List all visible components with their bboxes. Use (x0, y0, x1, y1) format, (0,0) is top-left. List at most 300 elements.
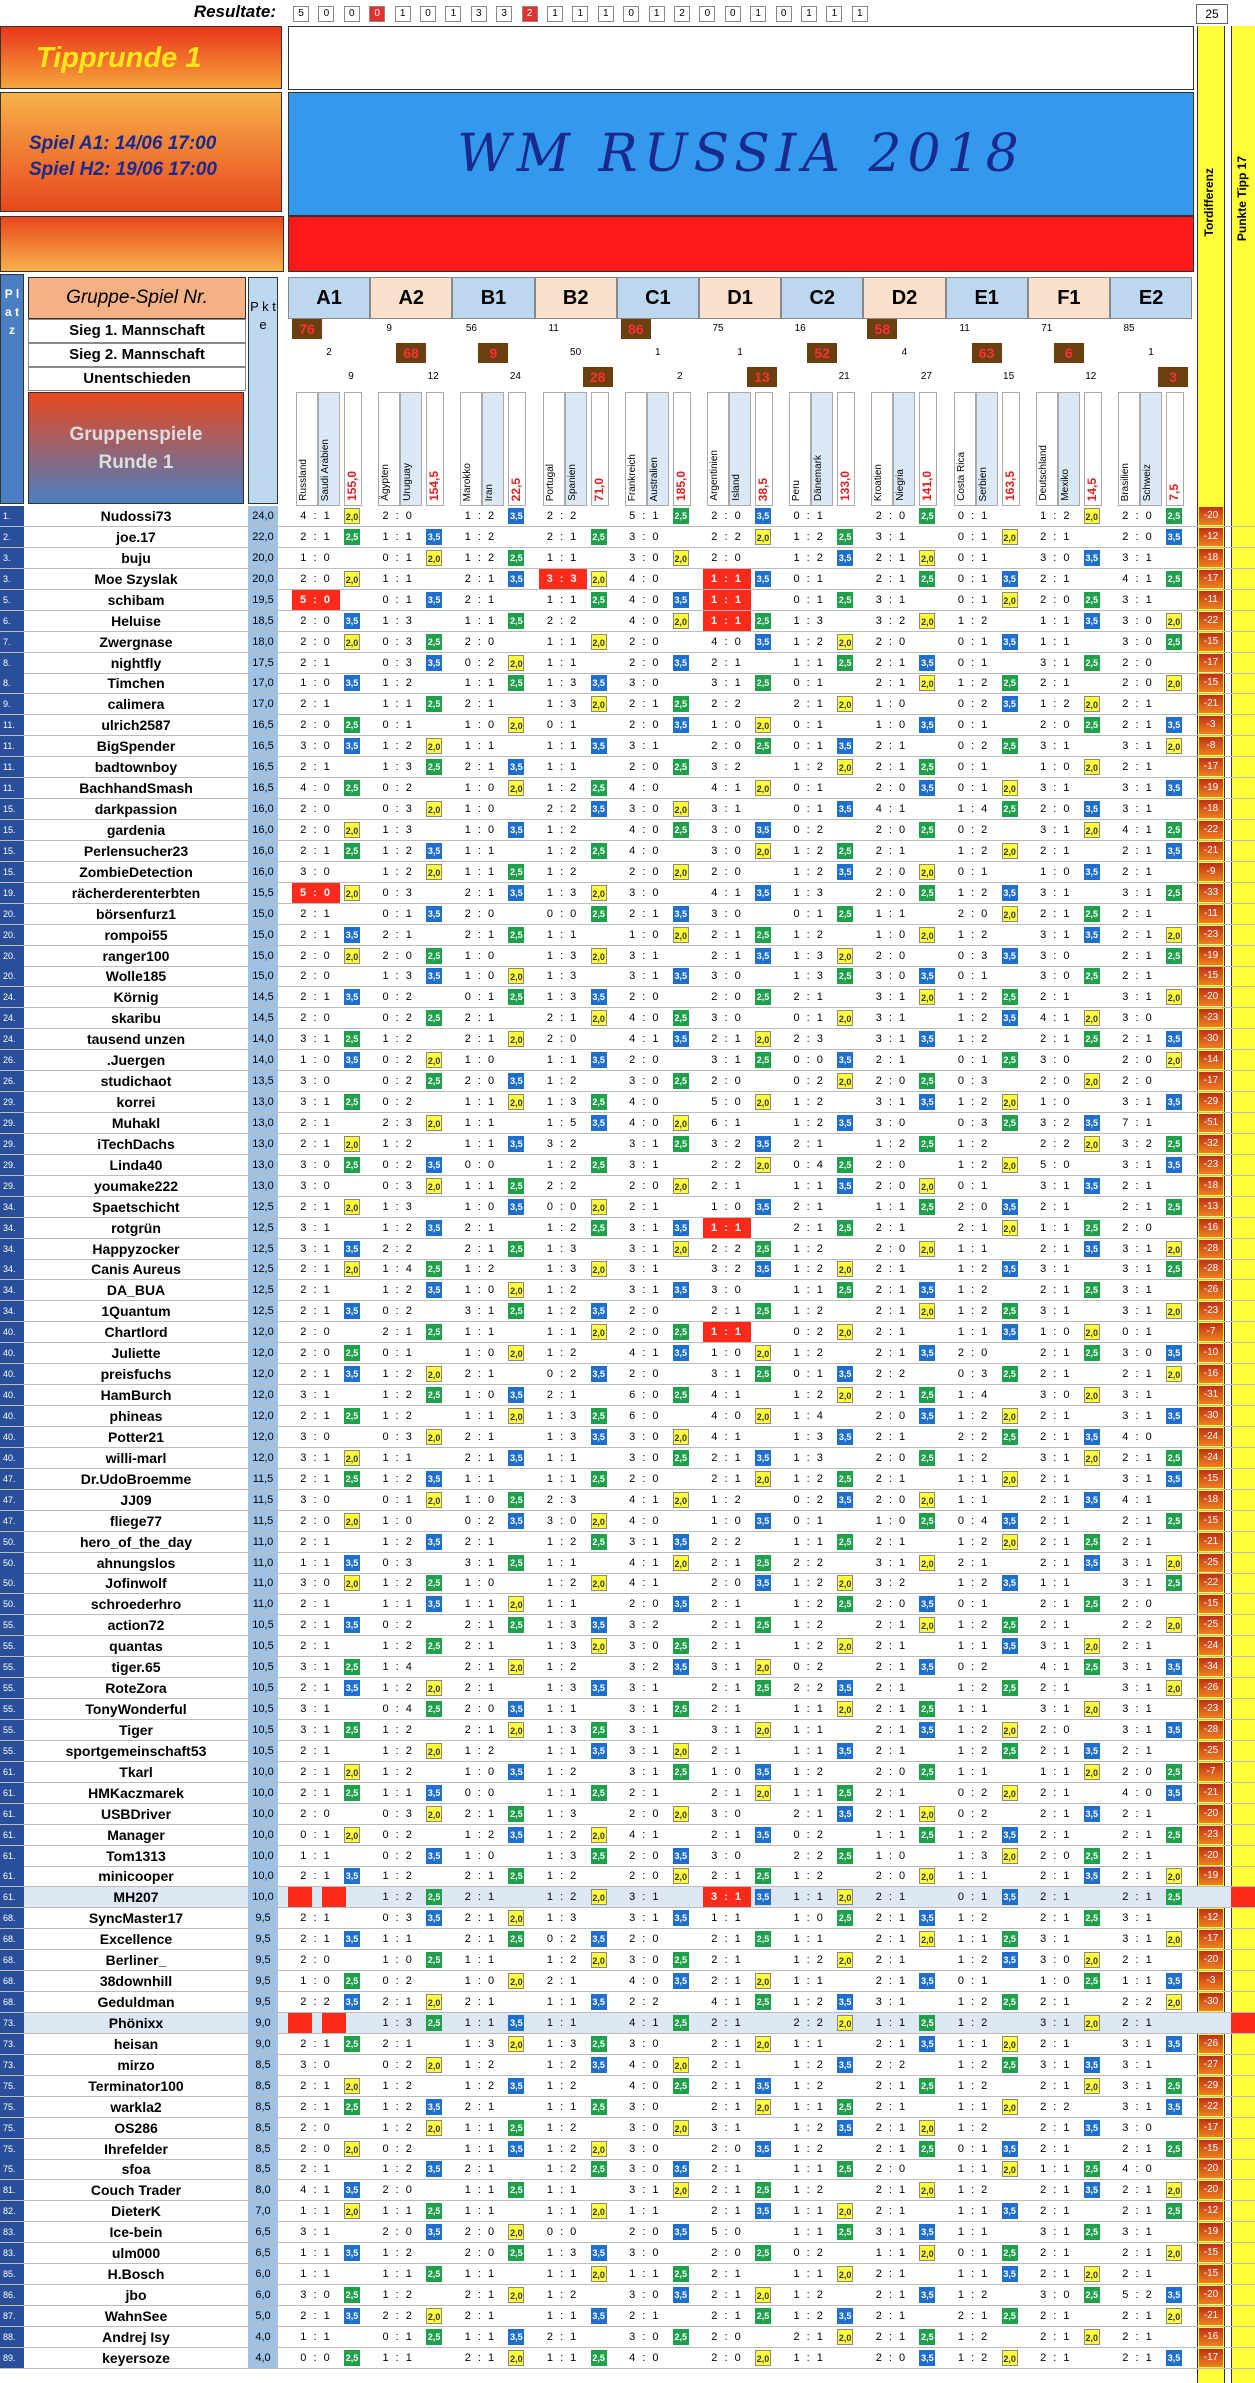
points-badge: 3,5 (426, 1848, 442, 1864)
tip-cell: 2 : 0 (629, 719, 661, 732)
tip-cell: 2 : 1 (300, 1870, 332, 1883)
tordifferenz-value: -18 (1199, 800, 1223, 818)
tip-cell: 2 : 2 (711, 1242, 743, 1255)
tip-cell: 3 : 1 (300, 1661, 332, 1674)
rank-cell: 61. (0, 1783, 24, 1803)
points-badge: 2,5 (919, 1827, 935, 1843)
tip-cell: 0 : 1 (957, 1891, 990, 1904)
tip-cell: 2 : 1 (1040, 2330, 1072, 2343)
team-name-text: Frankreich (626, 453, 638, 501)
tip-cell: 1 : 1 (546, 1703, 579, 1715)
player-points: 9,5 (248, 1950, 278, 1970)
tip-cell: 2 : 1 (1122, 1535, 1154, 1548)
player-name: RoteZora (105, 1680, 167, 1697)
tip-cell: 3 : 1 (300, 1703, 332, 1715)
tip-cell: 1 : 1 (546, 2184, 579, 2197)
tip-cell: 2 : 3 (382, 1116, 414, 1129)
tordifferenz-value: -20 (1199, 507, 1223, 525)
points-badge: 2,5 (1002, 1931, 1018, 1947)
points-badge: 3,5 (673, 1031, 689, 1047)
tip-cell: 1 : 2 (546, 865, 579, 878)
tip-cell: 2 : 1 (1040, 1744, 1072, 1757)
tip-cell: 0 : 1 (957, 510, 990, 522)
points-badge: 2,0 (344, 822, 360, 838)
tip-cell: 2 : 0 (1122, 677, 1154, 690)
points-badge: 2,0 (426, 1680, 442, 1696)
points-badge: 2,0 (344, 1827, 360, 1843)
points-badge: 3,5 (673, 2224, 689, 2240)
player-name: Tom1313 (106, 1847, 166, 1864)
tip-cell: 3 : 1 (1122, 1577, 1154, 1590)
tip-cell: 7 : 1 (1122, 1116, 1154, 1129)
tip-cell: 0 : 1 (382, 1493, 414, 1506)
tip-cell: 1 : 0 (464, 1493, 497, 1506)
points-badge: 2,0 (591, 571, 607, 587)
player-name: Berliner_ (105, 1952, 167, 1969)
points-badge: 2,0 (755, 1471, 771, 1487)
points-badge: 2,5 (673, 1450, 689, 1466)
tip-cell: 1 : 1 (793, 656, 825, 669)
rank-cell: 8. (0, 673, 24, 693)
tip-cell: 2 : 0 (875, 635, 908, 648)
tip-cell: 3 : 1 (629, 1535, 661, 1548)
player-name: schibam (107, 591, 165, 608)
tip-cell: 1 : 3 (793, 1430, 825, 1443)
tip-cell: 1 : 2 (546, 782, 579, 795)
tip-cell: 2 : 1 (300, 1472, 332, 1485)
points-badge: 3,5 (1166, 2350, 1182, 2366)
tip-cell: 2 : 2 (875, 1368, 908, 1381)
tip-cell: 2 : 1 (1122, 844, 1154, 857)
points-badge: 3,5 (1084, 2182, 1100, 2198)
tip-cell: 2 : 1 (300, 1116, 332, 1129)
player-name: Ihrefelder (104, 2140, 168, 2157)
tip-cell: 2 : 1 (464, 572, 497, 585)
tip-cell: 1 : 1 (382, 572, 414, 585)
game-avg (755, 392, 773, 506)
game-avg (673, 392, 691, 506)
points-badge: 2,5 (919, 1513, 935, 1529)
tip-cell: 4 : 0 (629, 2079, 661, 2092)
points-badge: 2,0 (1166, 1994, 1182, 2010)
tip-cell: 3 : 1 (875, 1033, 908, 1046)
points-badge: 2,5 (591, 529, 607, 545)
points-badge: 2,5 (837, 906, 853, 922)
table-row (0, 1783, 1255, 1804)
tip-cell: 2 : 1 (1122, 928, 1154, 941)
points-badge: 2,0 (1084, 1073, 1100, 1089)
tip-cell: 2 : 0 (1040, 803, 1072, 816)
tip-cell: 1 : 2 (957, 991, 990, 1004)
tip-cell: 0 : 3 (957, 1075, 990, 1088)
tip-cell: 3 : 1 (1040, 1703, 1072, 1715)
tip-cell: 1 : 1 (793, 1975, 825, 1988)
tip-cell: 0 : 3 (382, 1179, 414, 1192)
table-row (0, 1971, 1255, 1992)
points-badge: 3,5 (837, 1743, 853, 1759)
tip-cell: 2 : 1 (711, 1033, 743, 1046)
tip-cell: 1 : 1 (464, 1096, 497, 1109)
game-avg-text: 7,5 (1167, 484, 1181, 501)
points-badge: 2,0 (673, 864, 689, 880)
tip-cell: 1 : 3 (546, 1682, 579, 1695)
tip-cell: 1 : 0 (300, 1054, 332, 1067)
player-name: Andrej Isy (102, 2328, 170, 2345)
tip-cell: 1 : 0 (464, 970, 497, 983)
game-avg-text: 154,5 (427, 470, 442, 501)
points-badge: 2,0 (673, 550, 689, 566)
tip-cell: 2 : 0 (629, 991, 661, 1004)
points-badge: 2,0 (1084, 1450, 1100, 1466)
tip-cell: 2 : 0 (1122, 1075, 1154, 1088)
player-points: 16,5 (248, 715, 278, 735)
points-badge: 2,0 (426, 2308, 442, 2324)
tip-cell: 3 : 0 (1122, 635, 1154, 648)
player-name: Tiger (119, 1721, 153, 1738)
points-badge: 2,0 (1166, 675, 1182, 691)
points-badge: 2,0 (508, 1659, 524, 1675)
tip-cell: 1 : 0 (464, 1284, 497, 1297)
points-badge: 2,5 (591, 1471, 607, 1487)
tip-cell: 2 : 1 (1040, 530, 1072, 543)
result-cell: 1 (826, 6, 842, 22)
game-header-f1: F1 (1028, 277, 1110, 319)
points-badge: 2,0 (1002, 1408, 1018, 1424)
game-header-c1: C1 (617, 277, 699, 319)
points-badge: 3,5 (1084, 2120, 1100, 2136)
tip-cell: 3 : 2 (629, 1661, 661, 1674)
tip-cell: 3 : 1 (1040, 656, 1072, 669)
tip-cell: 2 : 2 (1040, 2100, 1072, 2113)
tip-cell: 0 : 1 (793, 572, 825, 585)
points-badge: 2,5 (673, 759, 689, 775)
tordifferenz-value: -51 (1199, 1114, 1223, 1132)
tip-cell: 2 : 1 (1040, 1870, 1072, 1883)
points-badge: 2,0 (344, 1450, 360, 1466)
tip-cell: 2 : 0 (875, 782, 908, 795)
tip-cell: 2 : 2 (546, 510, 579, 522)
player-points: 12,0 (248, 1343, 278, 1363)
points-badge: 3,5 (673, 1220, 689, 1236)
sieg2-label: Sieg 2. Mannschaft (28, 343, 246, 367)
tip-cell: 1 : 1 (464, 2184, 497, 2197)
table-row (0, 1594, 1255, 1615)
points-badge: 2,5 (673, 1764, 689, 1780)
game-s2-value: 9 (478, 343, 508, 363)
tip-cell: 2 : 0 (629, 1472, 661, 1485)
rank-cell: 61. (0, 1804, 24, 1824)
tip-cell: 2 : 0 (711, 1075, 743, 1088)
tip-cell: 1 : 1 (382, 530, 414, 543)
points-badge: 2,5 (508, 1555, 524, 1571)
red-bar (288, 216, 1194, 272)
table-row (0, 653, 1255, 674)
tip-cell: 3 : 1 (1122, 782, 1154, 795)
points-badge: 3,5 (1084, 2057, 1100, 2073)
tip-cell: 1 : 4 (382, 1661, 414, 1674)
points-badge: 2,5 (837, 2224, 853, 2240)
game-s1-value: 56 (465, 323, 477, 334)
tip-cell: 3 : 1 (629, 1891, 661, 1904)
tip-cell: 3 : 1 (711, 1368, 743, 1381)
points-badge: 2,5 (755, 1366, 771, 1382)
points-badge: 2,5 (919, 2078, 935, 2094)
tip-cell: 1 : 2 (957, 1535, 990, 1548)
player-points: 8,5 (248, 2055, 278, 2075)
tip-cell: 1 : 1 (793, 1703, 825, 1715)
tip-cell: 2 : 1 (875, 1535, 908, 1548)
tordifferenz-value: -28 (1199, 1721, 1223, 1739)
tip-cell: 4 : 1 (629, 1577, 661, 1590)
points-badge: 2,0 (673, 801, 689, 817)
tip-cell: 1 : 0 (875, 1514, 908, 1527)
tip-cell: 3 : 3 (539, 569, 587, 589)
points-badge: 2,5 (344, 2036, 360, 2052)
tip-cell: 1 : 1 (546, 761, 579, 774)
result-cell: 0 (420, 6, 436, 22)
tip-cell: 4 : 0 (629, 572, 661, 585)
tip-cell: 4 : 0 (629, 844, 661, 857)
points-badge: 3,5 (673, 717, 689, 733)
points-badge: 3,5 (591, 1617, 607, 1633)
tip-cell: 3 : 0 (711, 907, 743, 920)
tip-cell: 3 : 1 (711, 1661, 743, 1674)
points-badge: 3,5 (1084, 1555, 1100, 1571)
points-badge: 2,5 (919, 1387, 935, 1403)
points-badge: 2,5 (508, 1492, 524, 1508)
rank-cell: 61. (0, 1825, 24, 1845)
tip-cell: 2 : 0 (1122, 1765, 1154, 1778)
player-points: 10,5 (248, 1657, 278, 1677)
tip-cell: 2 : 1 (1122, 2309, 1154, 2322)
points-badge: 3,5 (1084, 613, 1100, 629)
tip-cell: 2 : 0 (1122, 1598, 1154, 1611)
player-points: 16,5 (248, 778, 278, 798)
tip-cell: 3 : 1 (1040, 2016, 1072, 2029)
result-cell: 0 (776, 6, 792, 22)
player-points: 10,5 (248, 1636, 278, 1656)
player-name: buju (121, 549, 151, 566)
points-badge: 3,5 (673, 1345, 689, 1361)
game-s1-value: 11 (548, 323, 559, 334)
tip-cell: 1 : 5 (546, 1116, 579, 1129)
tip-cell: 3 : 0 (629, 2037, 661, 2050)
player-name: minicooper (98, 1868, 174, 1885)
points-badge: 2,0 (1084, 696, 1100, 712)
player-points: 6,0 (248, 2285, 278, 2305)
points-badge: 3,5 (1002, 1010, 1018, 1026)
tip-cell: 2 : 1 (300, 1912, 332, 1925)
tip-cell: 1 : 3 (546, 1912, 579, 1925)
table-row (0, 1657, 1255, 1678)
rank-cell: 11. (0, 736, 24, 756)
points-badge: 3,5 (591, 1931, 607, 1947)
points-badge: 3,5 (673, 1848, 689, 1864)
tip-cell: 2 : 1 (1122, 1954, 1154, 1967)
tip-cell: 3 : 1 (1122, 551, 1154, 564)
tip-cell: 3 : 0 (300, 1158, 332, 1171)
player-points: 16,0 (248, 799, 278, 819)
player-points: 10,0 (248, 1762, 278, 1782)
game-header-d1: D1 (699, 277, 781, 319)
tip-cell: 1 : 2 (793, 1096, 825, 1109)
points-badge: 3,5 (919, 1094, 935, 1110)
points-badge: 3,5 (1002, 885, 1018, 901)
tip-cell: 3 : 1 (300, 2226, 332, 2239)
tip-cell: 2 : 1 (875, 551, 908, 564)
tip-cell: 1 : 2 (711, 1493, 743, 1506)
player-name: studichaot (100, 1073, 172, 1090)
tip-cell: 1 : 2 (464, 1828, 497, 1841)
tip-cell: 1 : 1 (464, 2205, 497, 2218)
tip-cell: 3 : 1 (1040, 2058, 1072, 2071)
player-name: Canis Aureus (91, 1261, 181, 1278)
tip-cell: 2 : 0 (629, 635, 661, 648)
points-badge: 3,5 (1002, 696, 1018, 712)
tip-cell: 0 : 3 (382, 1556, 414, 1569)
team-name (1118, 392, 1140, 506)
points-badge: 3,5 (919, 655, 935, 671)
rank-cell: 40. (0, 1364, 24, 1384)
player-points: 12,5 (248, 1218, 278, 1238)
table-row (0, 1866, 1255, 1887)
tip-cell: 1 : 2 (957, 2058, 990, 2071)
tip-cell: 2 : 1 (464, 1221, 497, 1234)
tip-cell: 1 : 0 (300, 677, 332, 690)
tip-cell: 2 : 1 (711, 2037, 743, 2050)
table-row (0, 1950, 1255, 1971)
tip-cell: 3 : 0 (629, 2247, 661, 2260)
tip-cell: 2 : 0 (1122, 1221, 1154, 1234)
player-points: 9,5 (248, 1971, 278, 1991)
tip-cell: 1 : 2 (382, 1389, 414, 1402)
points-badge: 2,5 (1002, 2308, 1018, 2324)
player-name: ulrich2587 (101, 717, 171, 734)
tordifferenz-value: -15 (1199, 1595, 1223, 1613)
tip-cell: 2 : 1 (875, 1640, 908, 1653)
tip-cell: 2 : 1 (875, 1284, 908, 1297)
tip-cell: 1 : 2 (957, 1033, 990, 1046)
player-name: tausend unzen (86, 1031, 185, 1048)
tip-cell: 2 : 0 (464, 1075, 497, 1088)
points-badge: 2,5 (1084, 2161, 1100, 2177)
tip-cell: 3 : 1 (1122, 803, 1154, 816)
tip-cell: 1 : 1 (703, 1218, 751, 1238)
tip-cell: 2 : 0 (1122, 510, 1154, 522)
tip-cell: 2 : 1 (1122, 2247, 1154, 2260)
game-avg-text: 185,0 (673, 470, 688, 501)
points-badge: 2,0 (1166, 1555, 1182, 1571)
tip-cell: 1 : 2 (546, 2142, 579, 2155)
platz-header: P l a t z (0, 274, 24, 504)
tip-cell: 4 : 0 (629, 593, 661, 606)
tip-cell: 2 : 0 (1122, 530, 1154, 543)
tordifferenz-value: -19 (1199, 779, 1223, 797)
points-badge: 3,5 (755, 948, 771, 964)
missing-tip-flag (1231, 1887, 1255, 1907)
pkte-header: P k t e (248, 277, 278, 504)
points-badge: 2,0 (919, 2182, 935, 2198)
tip-cell: 3 : 0 (875, 970, 908, 983)
points-badge: 3,5 (344, 1868, 360, 1884)
tip-cell: 1 : 2 (382, 1472, 414, 1485)
tip-cell: 2 : 1 (711, 2163, 743, 2176)
tip-cell: 2 : 1 (300, 1682, 332, 1695)
tip-cell: 3 : 0 (1040, 970, 1072, 983)
tip-cell: 3 : 1 (629, 740, 661, 753)
tip-cell: 2 : 0 (1040, 1723, 1072, 1736)
tip-cell: 2 : 1 (875, 677, 908, 690)
game-s1-value: 16 (794, 323, 806, 334)
points-badge: 2,5 (426, 1324, 442, 1340)
tip-cell: 1 : 2 (546, 1891, 579, 1904)
points-badge: 3,5 (591, 1743, 607, 1759)
tip-cell: 1 : 1 (464, 2268, 497, 2281)
tip-cell: 2 : 1 (1040, 1284, 1072, 1297)
team-name (1058, 392, 1080, 506)
tip-cell: 2 : 1 (875, 1786, 908, 1799)
points-badge: 2,5 (837, 2099, 853, 2115)
game-u-value: 24 (509, 371, 521, 382)
tip-cell: 2 : 0 (382, 2226, 414, 2239)
tip-cell: 1 : 2 (546, 1765, 579, 1778)
tip-cell: 1 : 1 (793, 1786, 825, 1799)
points-badge: 2,0 (508, 655, 524, 671)
rank-cell: 68. (0, 1971, 24, 1991)
player-name: Juliette (111, 1345, 161, 1362)
tip-cell: 2 : 1 (1122, 2142, 1154, 2155)
tordifferenz-value: -24 (1199, 1637, 1223, 1655)
points-badge: 2,0 (426, 1115, 442, 1131)
game-u-value: 28 (583, 367, 613, 387)
tip-cell: 2 : 1 (1040, 907, 1072, 920)
points-badge: 2,5 (755, 989, 771, 1005)
player-name: jbo (125, 2287, 147, 2304)
tip-cell: 1 : 1 (464, 1472, 497, 1485)
player-points: 8,5 (248, 2159, 278, 2179)
tordifferenz-value: -21 (1199, 1533, 1223, 1551)
points-badge: 3,5 (755, 2141, 771, 2157)
game-s2-value: 1 (737, 347, 743, 358)
tip-cell: 4 : 1 (1040, 1661, 1072, 1674)
tip-cell: 3 : 0 (1040, 1389, 1072, 1402)
points-badge: 2,5 (426, 759, 442, 775)
tip-cell: 3 : 0 (711, 823, 743, 836)
table-row (0, 1762, 1255, 1783)
player-name: Geduldman (97, 1994, 175, 2011)
points-badge: 2,0 (755, 1722, 771, 1738)
tip-cell: 1 : 2 (546, 2289, 579, 2302)
team-name (565, 392, 587, 506)
points-badge: 2,5 (1166, 2203, 1182, 2219)
tip-cell: 2 : 1 (300, 2309, 332, 2322)
tip-cell: 1 : 2 (793, 1389, 825, 1402)
rank-cell: 19. (0, 883, 24, 903)
tip-cell: 1 : 3 (546, 2247, 579, 2260)
tip-cell: 1 : 2 (793, 1870, 825, 1883)
tip-cell: 1 : 1 (464, 677, 497, 690)
player-points: 6,5 (248, 2222, 278, 2242)
wm-banner: WM RUSSIA 2018 (288, 92, 1194, 216)
table-row (0, 925, 1255, 946)
points-badge: 2,5 (1084, 1031, 1100, 1047)
tip-cell: 2 : 0 (464, 1703, 497, 1715)
points-badge: 2,5 (673, 1010, 689, 1026)
tip-cell: 1 : 3 (546, 2037, 579, 2050)
tip-cell: 2 : 2 (382, 2309, 414, 2322)
tip-cell: 3 : 1 (629, 1723, 661, 1736)
rank-cell: 24. (0, 987, 24, 1007)
